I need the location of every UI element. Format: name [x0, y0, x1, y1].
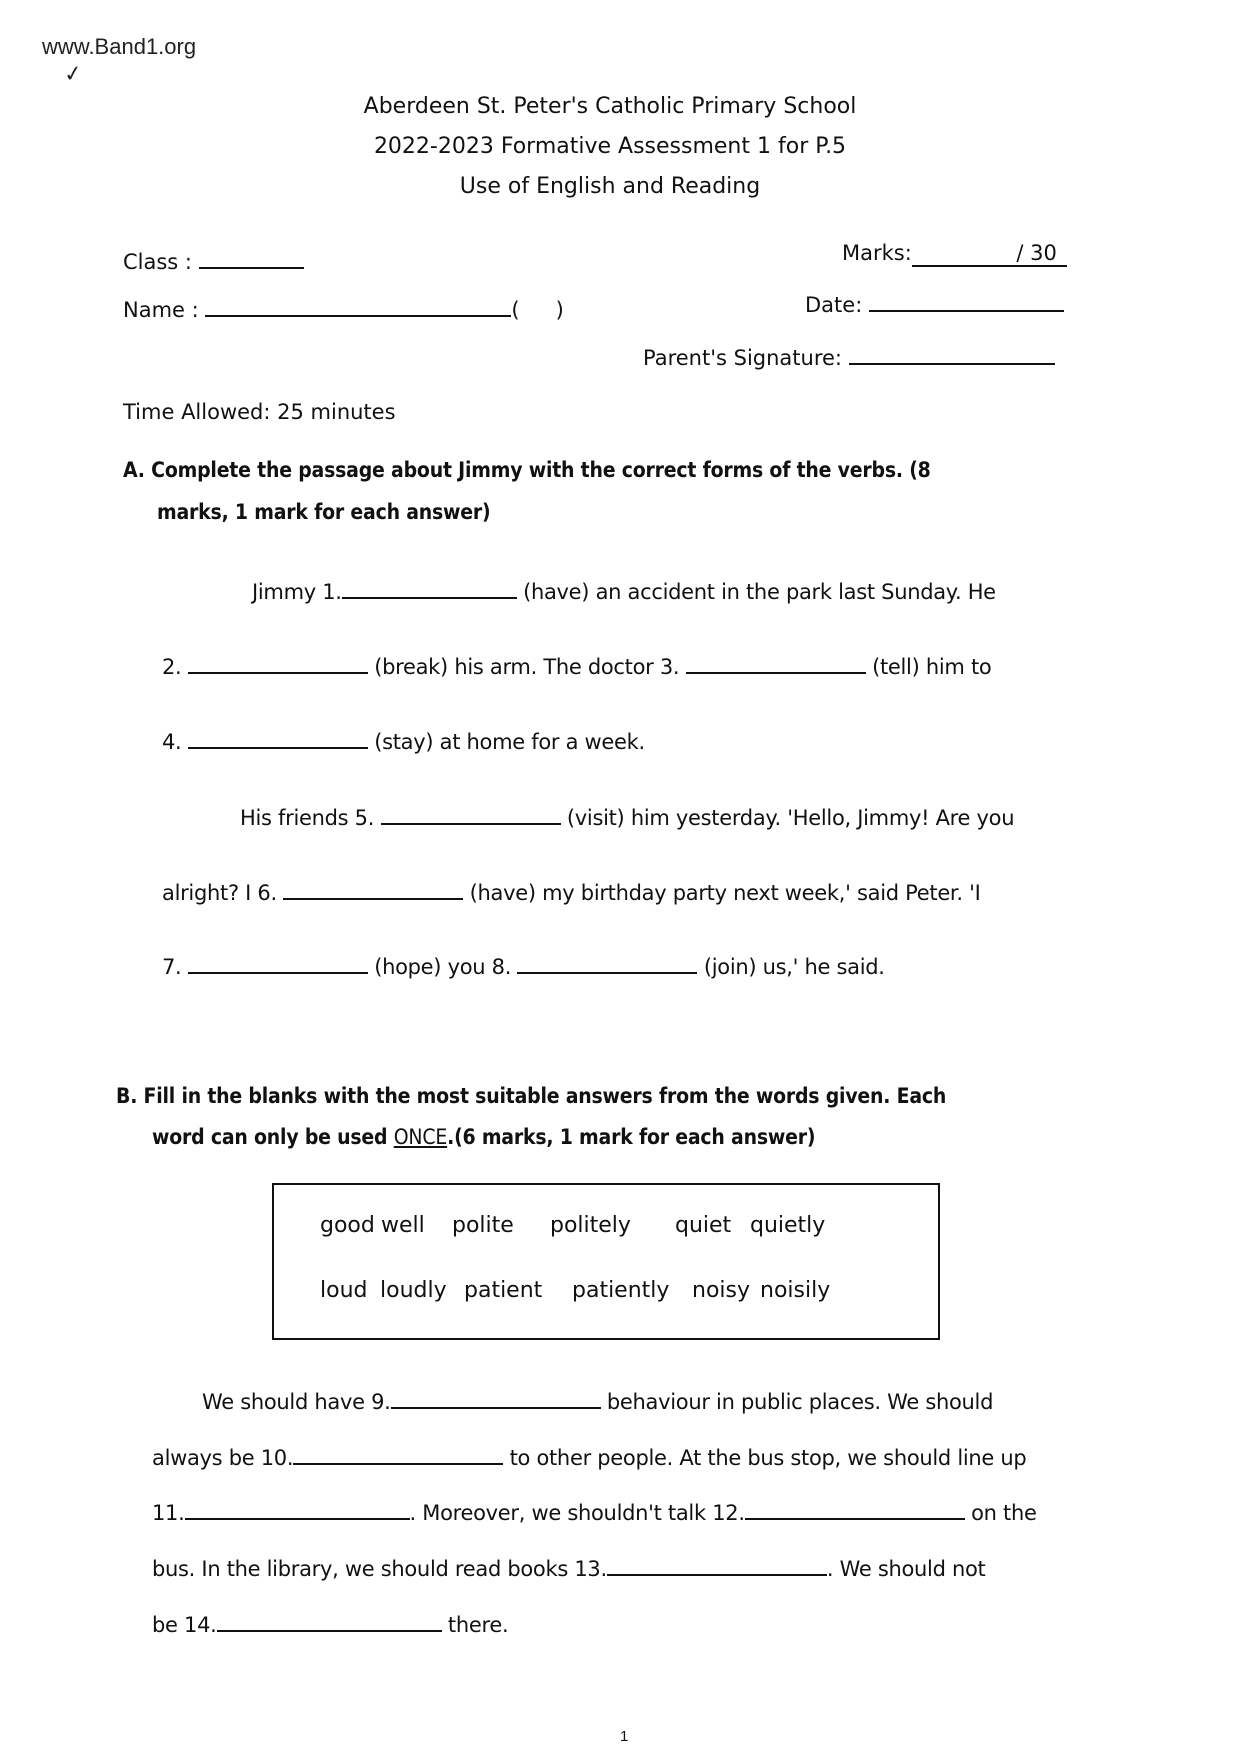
class-label: Class :	[123, 250, 192, 274]
answer-blank-9[interactable]	[391, 1406, 601, 1409]
date-field[interactable]	[805, 293, 1064, 317]
passage-a-line-4: His friends 5. (visit) him yesterday. 'Hello, Jimmy! Are you	[240, 806, 1015, 830]
class-number-open: (	[511, 298, 520, 322]
word-option: polite	[452, 1213, 514, 1238]
section-a-instruction: A. Complete the passage about Jimmy with the correct forms of the verbs. (8	[123, 458, 931, 482]
date-label: Date:	[805, 293, 863, 317]
name-field[interactable]	[123, 298, 564, 322]
date-blank[interactable]	[869, 309, 1064, 312]
word-option: well	[381, 1213, 425, 1238]
answer-blank-1[interactable]	[342, 596, 517, 599]
marks-label: Marks:	[842, 241, 912, 265]
signature-field[interactable]	[643, 346, 1055, 370]
answer-blank-4[interactable]	[188, 746, 368, 749]
signature-label: Parent's Signature:	[643, 346, 842, 370]
passage-a-line-3: 4. (stay) at home for a week.	[162, 730, 645, 754]
school-name: Aberdeen St. Peter's Catholic Primary School	[363, 94, 857, 119]
class-field[interactable]	[123, 250, 304, 274]
word-bank	[272, 1183, 940, 1340]
answer-blank-11[interactable]	[185, 1517, 410, 1520]
answer-blank-14[interactable]	[217, 1629, 442, 1632]
passage-a-line-5: alright? I 6. (have) my birthday party next week,' said Peter. 'I	[162, 881, 981, 905]
answer-blank-2[interactable]	[188, 671, 368, 674]
once-emphasis: ONCE	[393, 1125, 448, 1149]
word-option: patiently	[572, 1278, 670, 1303]
section-b-marks: word can only be used ONCE.(6 marks, 1 mark for each answer)	[152, 1125, 816, 1149]
name-blank[interactable]	[205, 314, 511, 317]
word-option: quiet	[675, 1213, 732, 1238]
passage-b-line-4: bus. In the library, we should read books 13. . We should not	[152, 1557, 986, 1581]
answer-blank-7[interactable]	[188, 971, 368, 974]
signature-blank[interactable]	[849, 362, 1055, 365]
answer-blank-5[interactable]	[381, 822, 561, 825]
section-b-instruction: B. Fill in the blanks with the most suitable answers from the words given. Each	[116, 1084, 947, 1108]
word-option: noisily	[760, 1278, 831, 1303]
subject-title: Use of English and Reading	[459, 174, 761, 199]
word-option: quietly	[750, 1213, 826, 1238]
passage-b-line-2: always be 10. to other people. At the bus stop, we should line up	[152, 1446, 1027, 1470]
word-option: politely	[550, 1213, 631, 1238]
passage-b-line-3: 11. . Moreover, we shouldn't talk 12. on the	[152, 1501, 1037, 1525]
time-allowed: Time Allowed: 25 minutes	[123, 400, 396, 424]
answer-blank-3[interactable]	[686, 671, 866, 674]
word-option: noisy	[692, 1278, 750, 1303]
page-number: 1	[620, 1728, 629, 1745]
word-option: loud	[320, 1278, 368, 1303]
passage-a-line-6: 7. (hope) you 8. (join) us,' he said.	[162, 955, 885, 979]
section-a-marks: marks, 1 mark for each answer)	[157, 500, 491, 524]
watermark: www.Band1.org	[42, 34, 197, 59]
answer-blank-12[interactable]	[745, 1517, 965, 1520]
name-label: Name :	[123, 298, 199, 322]
answer-blank-13[interactable]	[607, 1573, 827, 1576]
passage-b-line-5: be 14. there.	[152, 1613, 509, 1637]
word-option: loudly	[380, 1278, 447, 1303]
passage-a-line-1: Jimmy 1. (have) an accident in the park last Sunday. He	[252, 580, 996, 604]
class-blank[interactable]	[199, 266, 304, 269]
passage-a-line-2: 2. (break) his arm. The doctor 3. (tell) him to	[162, 655, 992, 679]
assessment-title: 2022-2023 Formative Assessment 1 for P.5	[373, 134, 847, 159]
answer-blank-6[interactable]	[283, 897, 463, 900]
marks-field	[842, 241, 1067, 267]
check-mark-icon: ✓	[62, 60, 85, 89]
passage-b-line-1: We should have 9. behaviour in public places. We should	[202, 1390, 994, 1414]
word-option: patient	[464, 1278, 543, 1303]
answer-blank-10[interactable]	[293, 1462, 503, 1465]
class-number-close: )	[555, 298, 564, 322]
marks-total: / 30	[912, 241, 1067, 267]
word-option: good	[320, 1213, 375, 1238]
answer-blank-8[interactable]	[517, 971, 697, 974]
